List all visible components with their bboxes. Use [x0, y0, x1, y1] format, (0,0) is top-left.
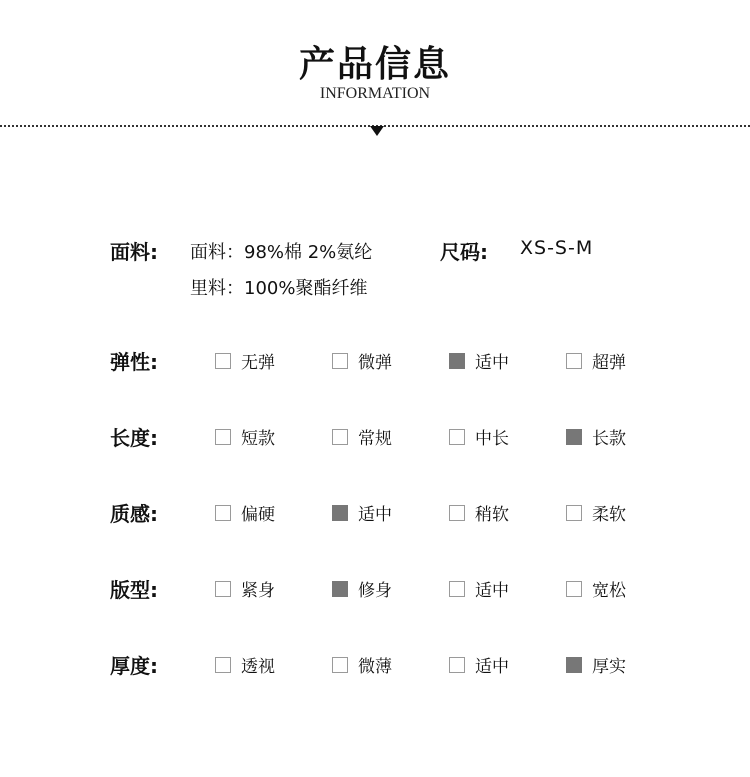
checkbox	[449, 581, 465, 597]
checkbox	[215, 657, 231, 673]
option-label: 无弹	[241, 353, 275, 373]
option-thickness-4	[566, 652, 626, 677]
checkbox-checked	[449, 353, 465, 369]
option-length-4	[566, 424, 626, 449]
option-label: 适中	[475, 657, 509, 677]
option-fit-3	[449, 576, 509, 601]
option-fit-2	[332, 576, 392, 601]
checkbox	[566, 353, 582, 369]
option-label: 长款	[592, 429, 626, 449]
option-label: 稍软	[475, 505, 509, 525]
checkbox-checked	[332, 505, 348, 521]
row-label-fit: 版型:	[110, 578, 158, 602]
option-label: 超弹	[592, 353, 626, 373]
checkbox	[332, 353, 348, 369]
option-label: 常规	[358, 429, 392, 449]
checkbox	[215, 581, 231, 597]
option-texture-4	[566, 500, 626, 525]
option-thickness-3	[449, 652, 509, 677]
row-label-elasticity: 弹性:	[110, 350, 158, 374]
option-fit-4	[566, 576, 626, 601]
fabric-lining-text: 里料：100%聚酯纤维	[190, 278, 368, 299]
row-label-length: 长度:	[110, 426, 158, 450]
fabric-label: 面料:	[110, 240, 158, 264]
checkbox	[332, 657, 348, 673]
option-label: 厚实	[592, 657, 626, 677]
size-label: 尺码:	[440, 240, 488, 264]
option-label: 柔软	[592, 505, 626, 525]
option-elasticity-1	[215, 348, 275, 373]
option-texture-1	[215, 500, 275, 525]
option-label: 适中	[358, 505, 392, 525]
option-label: 微弹	[358, 353, 392, 373]
option-elasticity-3	[449, 348, 509, 373]
row-label-texture: 质感:	[110, 502, 158, 526]
checkbox	[215, 429, 231, 445]
checkbox	[449, 505, 465, 521]
option-texture-2	[332, 500, 392, 525]
page-subtitle: INFORMATION	[319, 85, 431, 102]
option-label: 宽松	[592, 581, 626, 601]
size-value: XS-S-M	[520, 237, 594, 259]
option-label: 适中	[475, 581, 509, 601]
row-label-thickness: 厚度:	[110, 654, 158, 678]
option-label: 微薄	[358, 657, 392, 677]
option-fit-1	[215, 576, 275, 601]
option-label: 紧身	[241, 581, 275, 601]
checkbox	[566, 505, 582, 521]
page-title: 产品信息	[298, 44, 451, 85]
option-label: 透视	[241, 657, 275, 677]
option-length-1	[215, 424, 275, 449]
checkbox	[215, 353, 231, 369]
checkbox	[449, 429, 465, 445]
checkbox-checked	[332, 581, 348, 597]
option-label: 偏硬	[241, 505, 275, 525]
option-label: 短款	[241, 429, 275, 449]
checkbox-checked	[566, 657, 582, 673]
checkbox	[332, 429, 348, 445]
fabric-outer-text: 面料：98%棉 2%氨纶	[190, 242, 373, 263]
option-thickness-1	[215, 652, 275, 677]
option-thickness-2	[332, 652, 392, 677]
checkbox-checked	[566, 429, 582, 445]
option-elasticity-4	[566, 348, 626, 373]
option-elasticity-2	[332, 348, 392, 373]
option-length-2	[332, 424, 392, 449]
checkbox	[566, 581, 582, 597]
option-label: 中长	[475, 429, 509, 449]
option-label: 修身	[358, 581, 392, 601]
option-texture-3	[449, 500, 509, 525]
checkbox	[449, 657, 465, 673]
down-arrow-icon	[370, 126, 384, 136]
checkbox	[215, 505, 231, 521]
option-length-3	[449, 424, 509, 449]
option-label: 适中	[475, 353, 509, 373]
